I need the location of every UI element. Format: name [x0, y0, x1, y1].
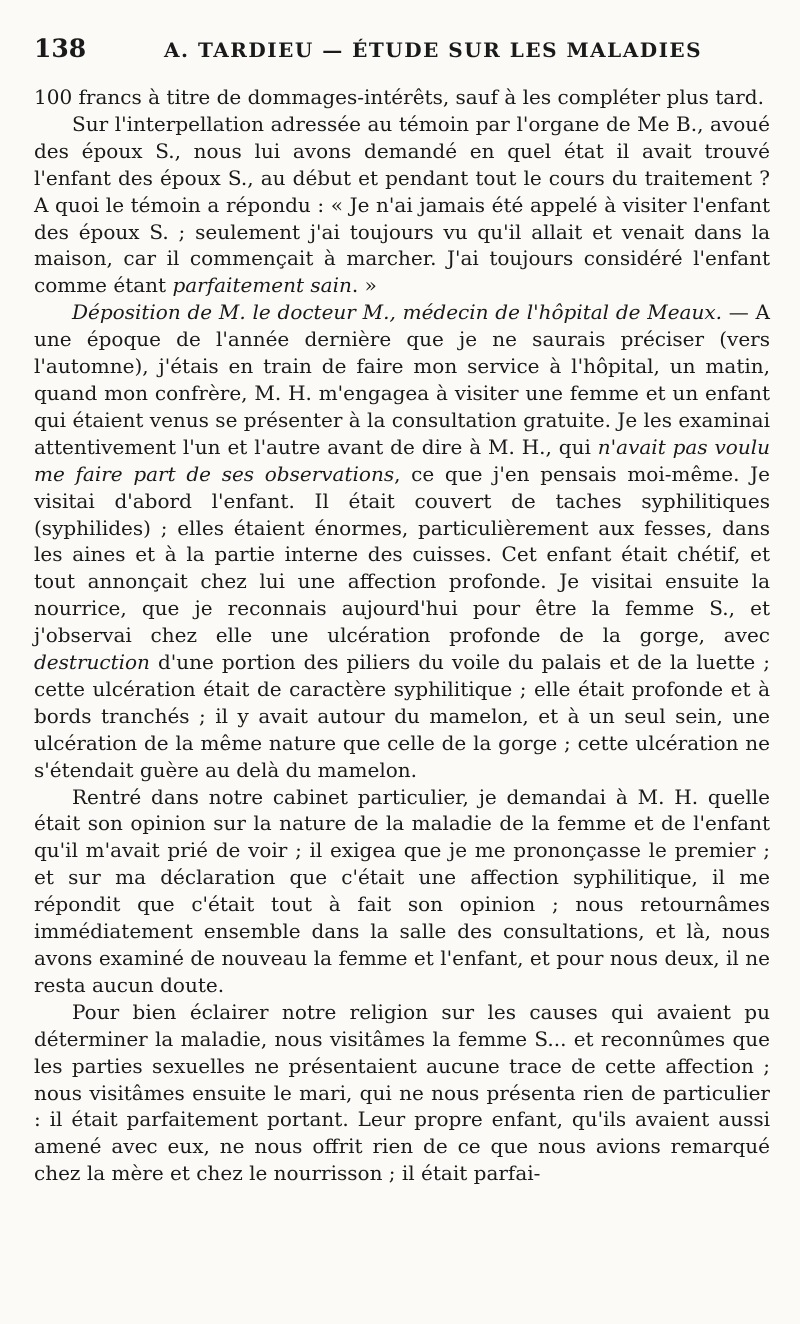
text-segment: Pour bien éclairer notre religion sur les causes qui avaient pu déterminer la maladie, nous visitâmes la femme S... et reconnûmes que les parties sexuelles ne présentaient aucune trace de cette affection ; nous visitâmes ensuite le mari, qui ne nous présenta rien de particulier : il était parfaitement portant. Leur propre enfant, qu'ils avaient aussi amené avec eux, ne nous offrit rien de ce que nous avions remarqué chez la mère et chez le nourrisson ; il était parfai-: [34, 999, 770, 1186]
italic-text: parfaitement sain: [172, 273, 352, 298]
italic-text: destruction: [34, 650, 150, 675]
body-text: [34, 84, 770, 1187]
text-segment: , ce que j'en pensais moi-même. Je visitai d'abord l'enfant. Il était couvert de taches syphilitiques (syphilides) ; elles étaient énormes, particulièrement aux fesses, dans les aines et à la partie interne des cuisses. Cet enfant était chétif, et tout annonçait chez lui une affection profonde. Je visitai ensuite la nourrice, que je reconnais aujourd'hui pour être la femme S., et j'observai chez elle une ulcération profonde de la gorge, avec: [34, 461, 770, 648]
text-segment: . »: [351, 273, 377, 298]
page-header: [34, 34, 770, 84]
paragraph: [34, 784, 770, 999]
italic-text: Déposition de M. le docteur M., médecin de l'hôpital de Meaux.: [72, 300, 723, 325]
paragraph: [34, 111, 770, 299]
italic-text: n'avait pas voulu me faire part de ses observations: [34, 434, 770, 486]
text-segment: Rentré dans notre cabinet particulier, je demandai à M. H. quelle était son opinion sur la nature de la maladie de la femme et de l'enfant qu'il m'avait prié de voir ; il exigea que je me prononçasse le premier ; et sur ma déclaration que c'était une affection syphilitique, il me répondit que c'était tout à fait son opinion ; nous retournâmes immédiatement ensemble dans la salle des consultations, et là, nous avons examiné de nouveau la femme et l'enfant, et pour nous deux, il ne resta aucun doute.: [34, 784, 770, 997]
text-segment: — A une époque de l'année dernière que je ne saurais préciser (vers l'automne), j'étais en train de faire mon service à l'hôpital, un matin, quand mon confrère, M. H. m'engagea à visiter une femme et un enfant qui étaient venus se présenter à la consultation gratuite. Je les examinai attentivement l'un et l'autre avant de dire à M. H., qui: [34, 300, 770, 459]
text-segment: 100 francs à titre de dommages-intérêts, sauf à les compléter plus tard.: [34, 85, 764, 109]
text-segment: Sur l'interpellation adressée au témoin par l'organe de Me B., avoué des époux S., nous lui avons demandé en quel état il avait trouvé l'enfant des époux S., au début et pendant tout le cours du traitement ? A quoi le témoin a répondu : « Je n'ai jamais été appelé à visiter l'enfant des époux S. ; seulement j'ai toujours vu qu'il allait et venait dans la maison, car il commençait à marcher. J'ai toujours considéré l'enfant comme étant: [34, 111, 770, 298]
page-number: 138: [34, 34, 87, 63]
paragraph: [34, 84, 770, 111]
text-segment: d'une portion des piliers du voile du palais et de la luette ; cette ulcération était de caractère syphilitique ; elle était profonde et à bords tranchés ; il y avait autour du mamelon, et à un seul sein, une ulcération de la même nature que celle de la gorge ; cette ulcération ne s'étendait guère au delà du mamelon.: [34, 650, 770, 782]
running-head: A. TARDIEU — ÉTUDE SUR LES MALADIES: [164, 38, 703, 62]
paragraph: [34, 299, 770, 783]
paragraph: [34, 999, 770, 1187]
